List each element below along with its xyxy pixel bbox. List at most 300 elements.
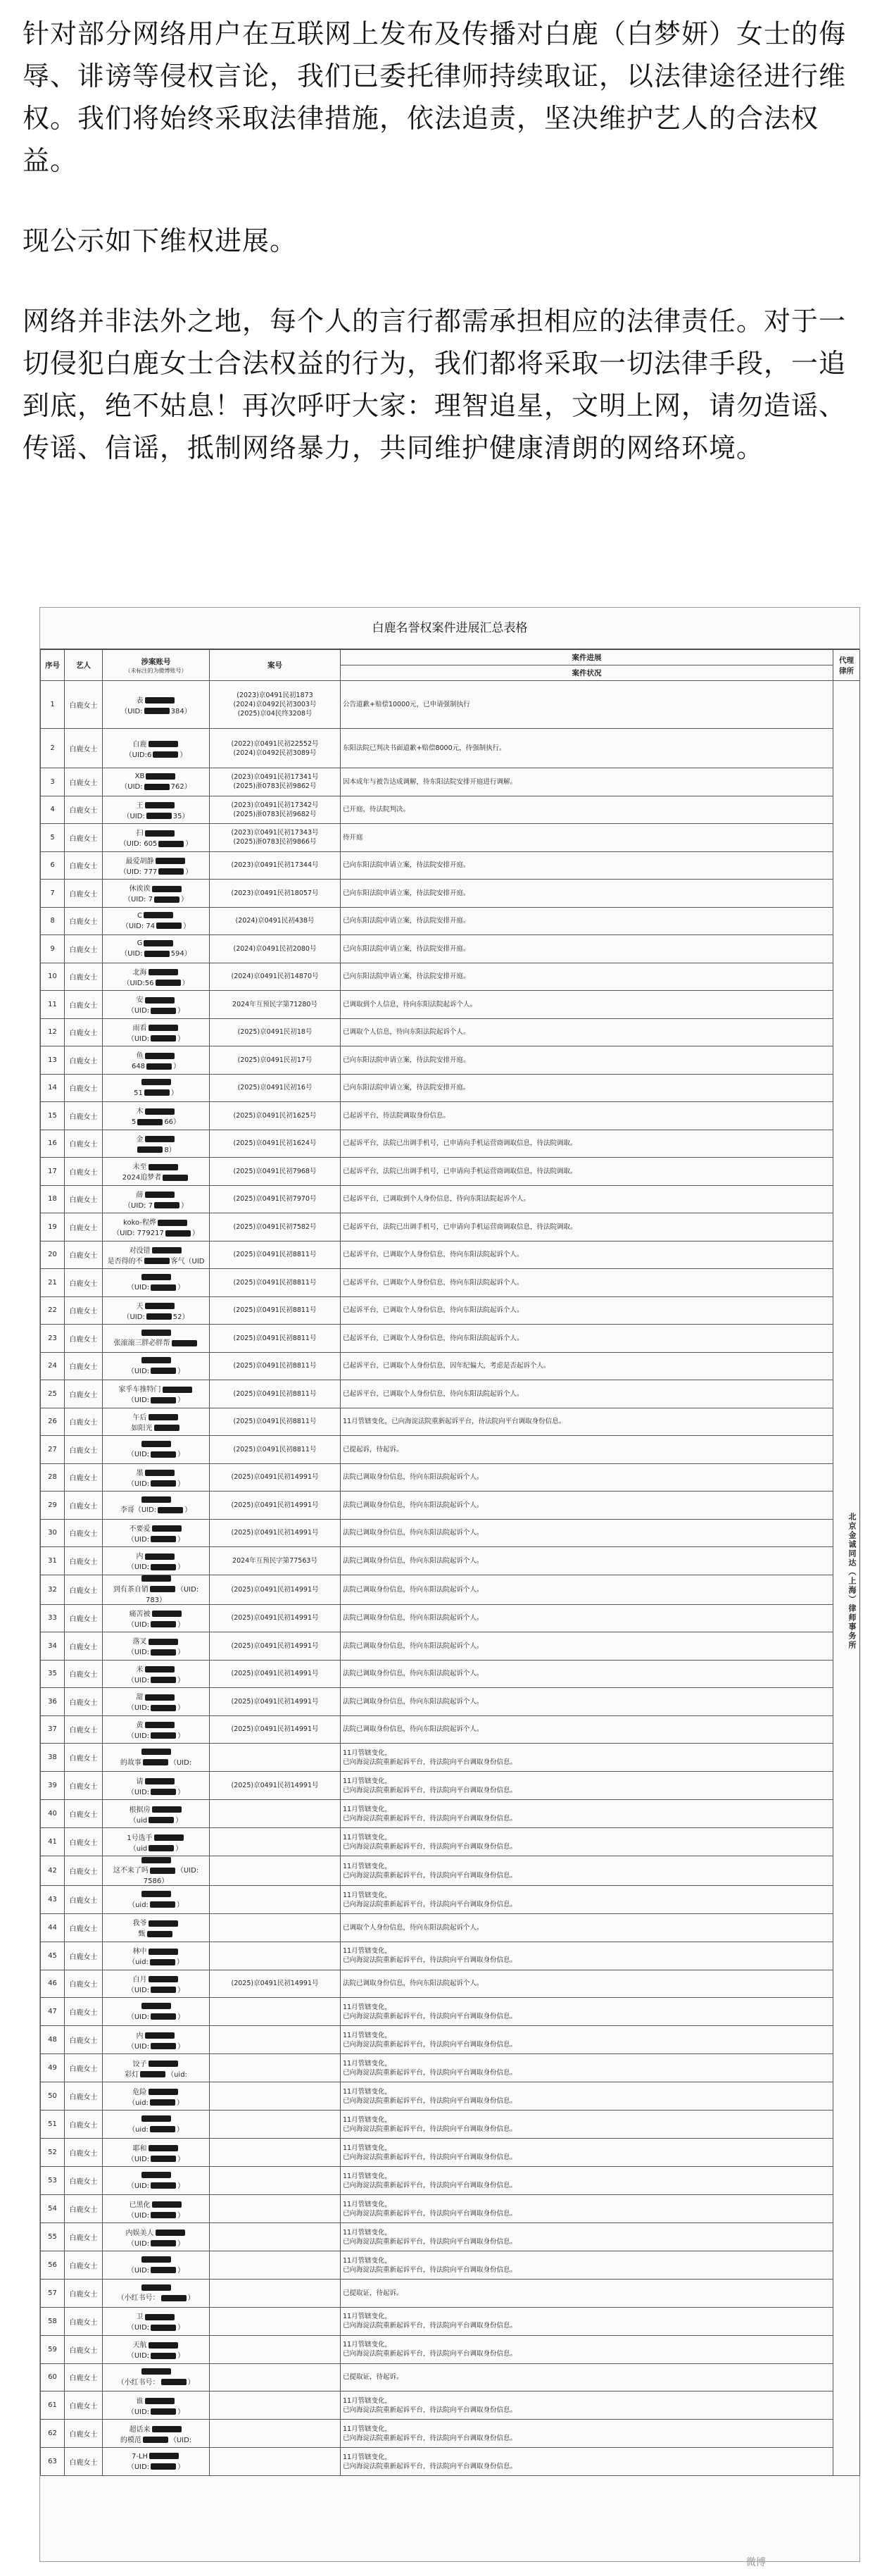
redaction-bar xyxy=(156,923,182,929)
table-row xyxy=(41,1158,860,1186)
row-status: 11月管辖变化， 已向海淀法院重新起诉平台，待法院向平台调取身份信息。 xyxy=(341,2054,833,2082)
redaction-bar xyxy=(141,2003,171,2009)
row-case-number: (2025)京0491民初7968号 xyxy=(210,1158,341,1186)
row-artist: 白鹿女士 xyxy=(65,880,103,908)
row-case-number: (2023)京0491民初18057号 xyxy=(210,880,341,908)
row-case-number: (2025)京0491民初8811号 xyxy=(210,1325,341,1353)
account-uid-end: 客气（UID xyxy=(170,1257,205,1265)
row-artist: 白鹿女士 xyxy=(65,1772,103,1800)
row-case-number: (2025)京0491民初14991号 xyxy=(210,1492,341,1520)
redaction-bar xyxy=(151,1397,176,1403)
account-name: 卫 xyxy=(136,2313,144,2321)
redaction-bar xyxy=(149,2453,179,2459)
header-progress: 案件进展 xyxy=(341,650,833,665)
account-uid: （UID: 7 xyxy=(124,1201,153,1210)
row-status: 已提取证，待起诉。 xyxy=(341,2363,833,2391)
redaction-bar xyxy=(151,1621,176,1627)
account-uid-end: ） xyxy=(177,2042,185,2051)
row-account xyxy=(103,2195,210,2223)
account-uid: 彩灯 xyxy=(125,2070,139,2079)
row-status: 已起诉平台，已调取个人身份信息，待向东阳法院起诉个人。 xyxy=(341,1296,833,1325)
redaction-bar xyxy=(145,1303,175,1309)
redaction-bar xyxy=(141,1496,171,1503)
account-uid: （UID: 74 xyxy=(121,922,156,930)
account-uid: （UID: 779217 xyxy=(113,1230,164,1238)
row-account xyxy=(103,1463,210,1492)
account-uid: （UID:6 xyxy=(125,751,152,759)
redaction-bar xyxy=(145,1136,175,1142)
row-artist: 白鹿女士 xyxy=(65,2111,103,2139)
redaction-bar xyxy=(151,1536,176,1542)
row-artist: 白鹿女士 xyxy=(65,1436,103,1464)
account-uid-end: （UID: xyxy=(169,2436,192,2444)
row-index: 33 xyxy=(41,1604,65,1632)
redaction-bar xyxy=(145,1722,175,1728)
redaction-bar xyxy=(150,1868,175,1874)
row-status: 11月管辖变化， 已向海淀法院重新起诉平台，待法院向平台调取身份信息。 xyxy=(341,2420,833,2448)
account-name: 米 xyxy=(136,1665,144,1674)
table-row xyxy=(41,1744,860,1772)
row-case-number: (2025)京0491民初8811号 xyxy=(210,1296,341,1325)
account-name: G xyxy=(137,939,143,948)
row-case-number: (2025)京0491民初16号 xyxy=(210,1074,341,1102)
account-uid-end: ） xyxy=(177,2155,185,2163)
redaction-bar xyxy=(145,1192,175,1198)
row-status: 已起诉平台，已调取个人身份信息，待向东阳法院起诉个人。 xyxy=(341,1269,833,1297)
redaction-bar xyxy=(145,997,175,1003)
row-artist: 白鹿女士 xyxy=(65,1463,103,1492)
table-row xyxy=(41,1998,860,2026)
row-case-number: (2024)京0491民初14870号 xyxy=(210,963,341,991)
row-index: 61 xyxy=(41,2391,65,2420)
table-row xyxy=(41,1914,860,1942)
row-account xyxy=(103,2335,210,2363)
row-artist: 白鹿女士 xyxy=(65,1970,103,1998)
table-row xyxy=(41,2195,860,2223)
account-uid: （UID: xyxy=(120,707,143,715)
row-case-number: (2025)京0491民初14991号 xyxy=(210,1772,341,1800)
row-case-number: (2025)京0491民初1624号 xyxy=(210,1130,341,1158)
row-artist: 白鹿女士 xyxy=(65,2251,103,2280)
account-uid-end: ） xyxy=(183,922,191,930)
account-name: 内娱美人 xyxy=(125,2229,154,2237)
redaction-bar xyxy=(141,1441,171,1447)
row-account xyxy=(103,1269,210,1297)
row-account xyxy=(103,1352,210,1380)
row-artist: 白鹿女士 xyxy=(65,1715,103,1744)
row-status: 法院已调取身份信息，待向东阳法院起诉个人。 xyxy=(341,1575,833,1604)
redaction-bar xyxy=(141,2256,171,2263)
account-uid: 的故事 xyxy=(120,1758,141,1767)
row-account xyxy=(103,1970,210,1998)
header-account-label: 涉案账号 xyxy=(141,657,171,666)
account-uid: （小红书号： xyxy=(117,2378,160,2387)
redaction-bar xyxy=(144,784,170,790)
redaction-bar xyxy=(165,1230,191,1237)
row-index: 21 xyxy=(41,1269,65,1297)
account-name: 金 xyxy=(136,1135,144,1144)
account-name: 落叉 xyxy=(132,1638,147,1646)
redaction-bar xyxy=(151,2463,176,2470)
redaction-bar xyxy=(151,1732,176,1739)
row-artist: 白鹿女士 xyxy=(65,1800,103,1828)
row-account xyxy=(103,1380,210,1408)
row-artist: 白鹿女士 xyxy=(65,935,103,963)
account-uid-end: ） xyxy=(177,1367,185,1375)
table-row xyxy=(41,1828,860,1856)
account-uid-end: ） xyxy=(170,1089,178,1097)
row-account xyxy=(103,1408,210,1436)
account-uid-end: ） xyxy=(177,2463,185,2471)
redaction-bar xyxy=(151,1284,176,1291)
row-account xyxy=(103,907,210,935)
header-artist: 艺人 xyxy=(65,650,103,681)
account-uid-end: ） xyxy=(177,2352,185,2360)
row-index: 36 xyxy=(41,1688,65,1716)
table-row xyxy=(41,1886,860,1914)
account-uid: （UID: xyxy=(127,1649,150,1657)
redaction-bar xyxy=(145,830,175,837)
row-status: 已起诉平台，已调取个人身份信息，待向东阳法院起诉个人。 xyxy=(341,1380,833,1408)
account-uid: （UID: xyxy=(122,1313,145,1321)
redaction-bar xyxy=(151,1451,176,1458)
row-account xyxy=(103,991,210,1019)
table-row xyxy=(41,1296,860,1325)
redaction-bar xyxy=(150,1959,175,1965)
table-row xyxy=(41,880,860,908)
table-row xyxy=(41,1074,860,1102)
account-uid: （UID: xyxy=(127,2042,150,2051)
row-account xyxy=(103,1744,210,1772)
account-name: C xyxy=(137,911,142,920)
table-row xyxy=(41,1046,860,1075)
row-status: 已起诉平台，已调取个人身份信息，因年纪偏大，考虑是否起诉个人。 xyxy=(341,1352,833,1380)
table-row xyxy=(41,1269,860,1297)
account-uid: （UID: xyxy=(127,1788,150,1796)
row-index: 19 xyxy=(41,1213,65,1242)
row-account xyxy=(103,1519,210,1547)
account-uid: 如阳光 xyxy=(131,1424,153,1432)
row-account xyxy=(103,1914,210,1942)
account-uid: （uid: xyxy=(128,1958,149,1966)
redaction-bar xyxy=(158,1220,187,1226)
account-uid: 5 xyxy=(131,1118,137,1127)
redaction-bar xyxy=(151,1677,176,1683)
redaction-bar xyxy=(149,1845,174,1851)
account-name: 木 xyxy=(136,1108,144,1116)
row-status: 11月管辖变化， 已向海淀法院重新起诉平台，待法院向平台调取身份信息。 xyxy=(341,2111,833,2139)
row-status: 已提起诉，待起诉。 xyxy=(341,1436,833,1464)
row-case-number: (2025)京0491民初14991号 xyxy=(210,1604,341,1632)
row-account xyxy=(103,1800,210,1828)
row-index: 57 xyxy=(41,2280,65,2308)
row-artist: 白鹿女士 xyxy=(65,1213,103,1242)
table-row xyxy=(41,2026,860,2054)
row-artist: 白鹿女士 xyxy=(65,1519,103,1547)
row-account xyxy=(103,2420,210,2448)
redaction-bar xyxy=(141,1857,171,1863)
row-index: 14 xyxy=(41,1074,65,1102)
row-account xyxy=(103,2111,210,2139)
row-index: 17 xyxy=(41,1158,65,1186)
row-index: 42 xyxy=(41,1856,65,1886)
row-account xyxy=(103,2448,210,2476)
row-case-number xyxy=(210,1856,341,1886)
account-uid-end: （UID: xyxy=(169,1758,192,1767)
row-status: 法院已调取身份信息，待向东阳法院起诉个人。 xyxy=(341,1715,833,1744)
account-uid: （UID: xyxy=(127,1986,150,1994)
table-row xyxy=(41,2420,860,2448)
row-case-number xyxy=(210,2082,341,2111)
row-status: 11月管辖变化， 已向海淀法院重新起诉平台，待法院向平台调取身份信息。 xyxy=(341,1744,833,1772)
account-uid-end: （UID: 7586） xyxy=(143,1867,199,1885)
row-account xyxy=(103,1828,210,1856)
redaction-bar xyxy=(141,1749,171,1755)
row-status: 公告道歉+赔偿10000元，已申请强制执行 xyxy=(341,681,833,729)
table-row xyxy=(41,2363,860,2391)
row-case-number: (2025)京0491民初8811号 xyxy=(210,1352,341,1380)
account-uid-end: 52） xyxy=(172,1313,189,1321)
post-paragraph-1: 针对部分网络用户在互联网上发布及传播对白鹿（白梦妍）女士的侮辱、诽谤等侵权言论，我们已委托律师持续取证，以法律途径进行维权。我们将始终采取法律措施，依法追责，坚决维护艺人的合法权益。 xyxy=(23,18,847,176)
row-status: 已起诉平台，已调取个人身份信息，待向东阳法院起诉个人。 xyxy=(341,1241,833,1269)
weibo-watermark: 微博 xyxy=(746,2557,766,2568)
account-uid-end: ） xyxy=(185,840,193,849)
row-status: 已向东阳法院申请立案，待法院安排开庭。 xyxy=(341,1074,833,1102)
row-index: 26 xyxy=(41,1408,65,1436)
account-name: 墨 xyxy=(136,1469,144,1477)
row-account xyxy=(103,2167,210,2195)
row-status: 11月管辖变化， 已向海淀法院重新起诉平台，待法院向平台调取身份信息。 xyxy=(341,1942,833,1970)
row-status: 已起诉平台，法院已出调手机号，已申请向手机运营商调取信息，待法院调取。 xyxy=(341,1158,833,1186)
row-case-number xyxy=(210,1886,341,1914)
row-case-number: (2025)京0491民初8811号 xyxy=(210,1241,341,1269)
redaction-bar xyxy=(163,1175,188,1181)
account-name: 午后 xyxy=(132,1413,147,1422)
account-name: 王 xyxy=(136,801,144,810)
account-uid-end: ） xyxy=(175,1844,183,1853)
row-case-number xyxy=(210,1800,341,1828)
row-account xyxy=(103,1688,210,1716)
row-index: 48 xyxy=(41,2026,65,2054)
table-row xyxy=(41,824,860,852)
row-account xyxy=(103,851,210,880)
table-row xyxy=(41,1632,860,1661)
redaction-bar xyxy=(152,2426,182,2432)
row-index: 32 xyxy=(41,1575,65,1604)
account-name: 休诶诶 xyxy=(129,885,151,894)
row-artist: 白鹿女士 xyxy=(65,1241,103,1269)
row-case-number: (2025)京0491民初14991号 xyxy=(210,1715,341,1744)
header-status: 案件状况 xyxy=(341,665,833,681)
redaction-bar xyxy=(144,912,173,918)
row-account xyxy=(103,1241,210,1269)
row-index: 47 xyxy=(41,1998,65,2026)
row-index: 7 xyxy=(41,880,65,908)
row-artist: 白鹿女士 xyxy=(65,2280,103,2308)
post-paragraph-3: 网络并非法外之地，每个人的言行都需承担相应的法律责任。对于一切侵犯白鹿女士合法权益的行为，我们都将采取一切法律手段，一追到底，绝不姑息！再次呼吁大家：理智追星，文明上网，请勿造谣、传谣、信谣，抵制网络暴力，共同维护健康清朗的网络环境。 xyxy=(23,306,847,463)
account-name: 不要爱 xyxy=(129,1525,151,1533)
row-status: 11月管辖变化， 已向海淀法院重新起诉平台，待法院向平台调取身份信息。 xyxy=(341,2391,833,2420)
redaction-bar xyxy=(156,980,181,986)
row-status: 11月管辖变化， 已向海淀法院重新起诉平台，待法院向平台调取身份信息。 xyxy=(341,2082,833,2111)
account-uid: （UID: xyxy=(127,1284,150,1292)
table-row xyxy=(41,1213,860,1242)
row-status: 待开庭 xyxy=(341,824,833,852)
account-uid-end: ） xyxy=(177,2239,185,2248)
row-artist: 白鹿女士 xyxy=(65,796,103,824)
table-row xyxy=(41,1018,860,1046)
row-case-number: (2025)京0491民初7970号 xyxy=(210,1185,341,1213)
account-uid: 的模范 xyxy=(120,2436,141,2444)
account-name: koko-程烨 xyxy=(123,1219,156,1227)
row-account xyxy=(103,1942,210,1970)
row-case-number xyxy=(210,2307,341,2335)
redaction-bar xyxy=(146,1313,172,1320)
row-index: 43 xyxy=(41,1886,65,1914)
row-index: 16 xyxy=(41,1130,65,1158)
row-index: 15 xyxy=(41,1102,65,1130)
row-artist: 白鹿女士 xyxy=(65,824,103,852)
row-account xyxy=(103,1632,210,1661)
redaction-bar xyxy=(154,896,179,903)
row-account xyxy=(103,2363,210,2391)
table-row xyxy=(41,1436,860,1464)
account-name: 超话来 xyxy=(129,2425,151,2434)
case-progress-document[interactable] xyxy=(39,607,860,2562)
redaction-bar xyxy=(154,1425,179,1431)
row-case-number xyxy=(210,2054,341,2082)
row-index: 23 xyxy=(41,1325,65,1353)
row-case-number xyxy=(210,1942,341,1970)
row-index: 51 xyxy=(41,2111,65,2139)
account-uid-end: ） xyxy=(173,1063,181,1071)
account-name: 已黑化 xyxy=(129,2201,151,2209)
row-account xyxy=(103,2139,210,2167)
row-index: 62 xyxy=(41,2420,65,2448)
row-case-number xyxy=(210,2111,341,2139)
row-account xyxy=(103,1296,210,1325)
account-name: 痛苦被 xyxy=(129,1610,151,1618)
table-row xyxy=(41,1325,860,1353)
table-row xyxy=(41,729,860,768)
redaction-bar xyxy=(151,1987,176,1993)
table-row xyxy=(41,2167,860,2195)
account-name: 北海 xyxy=(132,968,147,977)
row-index: 1 xyxy=(41,681,65,729)
account-uid-end: ） xyxy=(176,2099,184,2107)
redaction-bar xyxy=(145,1053,175,1059)
account-name: 谁 xyxy=(136,2397,144,2406)
row-index: 44 xyxy=(41,1914,65,1942)
redaction-bar xyxy=(149,1025,178,1031)
redaction-bar xyxy=(143,1759,168,1765)
redaction-bar xyxy=(150,2126,175,2132)
table-row xyxy=(41,1715,860,1744)
table-row xyxy=(41,2223,860,2251)
row-status: 已调取个人身份信息，待向东阳法院起诉个人。 xyxy=(341,1914,833,1942)
redaction-bar xyxy=(145,1108,175,1115)
row-artist: 白鹿女士 xyxy=(65,1352,103,1380)
account-name: 7-LH xyxy=(131,2452,149,2461)
row-case-number: (2023)京0491民初1873 (2024)京0492民初3003号 (2025)京04民终3208号 xyxy=(210,681,341,729)
redaction-bar xyxy=(152,886,182,892)
account-uid-end: （UID: 783） xyxy=(145,1585,199,1604)
row-index: 30 xyxy=(41,1519,65,1547)
header-account xyxy=(103,650,210,681)
account-name: 安 xyxy=(136,996,144,1005)
account-name: 危险 xyxy=(132,2088,147,2096)
redaction-bar xyxy=(151,1789,176,1795)
account-name: 请 xyxy=(136,1777,144,1786)
redaction-bar xyxy=(152,1806,182,1813)
account-uid-end: 594） xyxy=(170,950,191,958)
row-account xyxy=(103,1492,210,1520)
account-uid-end: ） xyxy=(177,1563,185,1572)
redaction-bar xyxy=(172,1340,197,1346)
account-uid-end: ） xyxy=(180,896,188,904)
row-index: 9 xyxy=(41,935,65,963)
account-uid-end: ） xyxy=(177,1480,185,1488)
row-case-number xyxy=(210,2420,341,2448)
row-case-number: (2023)京0491民初17341号 (2025)浙0783民初9862号 xyxy=(210,768,341,796)
row-status: 已起诉平台，已调取到个人身份信息，待向东阳法院起诉个人。 xyxy=(341,1185,833,1213)
row-index: 12 xyxy=(41,1018,65,1046)
row-case-number: (2025)京0491民初8811号 xyxy=(210,1408,341,1436)
row-index: 52 xyxy=(41,2139,65,2167)
redaction-bar xyxy=(151,2182,176,2189)
row-case-number: (2025)京0491民初18号 xyxy=(210,1018,341,1046)
redaction-bar xyxy=(144,1258,170,1264)
redaction-bar xyxy=(145,1694,175,1701)
account-uid-end: ） xyxy=(177,1986,185,1994)
redaction-bar xyxy=(151,1564,176,1570)
row-case-number xyxy=(210,2391,341,2420)
row-account xyxy=(103,1018,210,1046)
row-status: 11月管辖变化， 已向海淀法院重新起诉平台，待法院向平台调取身份信息。 xyxy=(341,1772,833,1800)
redaction-bar xyxy=(145,2314,175,2320)
row-artist: 白鹿女士 xyxy=(65,2139,103,2167)
redaction-bar xyxy=(150,1586,175,1592)
redaction-bar xyxy=(141,1079,171,1085)
row-account xyxy=(103,1158,210,1186)
table-row xyxy=(41,2111,860,2139)
row-index: 6 xyxy=(41,851,65,880)
row-status: 11月管辖变化， 已向海淀法院重新起诉平台，待法院向平台调取身份信息。 xyxy=(341,2223,833,2251)
row-index: 37 xyxy=(41,1715,65,1744)
table-row xyxy=(41,2054,860,2082)
row-index: 35 xyxy=(41,1660,65,1688)
row-index: 31 xyxy=(41,1547,65,1575)
row-status: 法院已调取身份信息，待向东阳法院起诉个人。 xyxy=(341,1492,833,1520)
row-case-number: 2024年互预民字第77563号 xyxy=(210,1547,341,1575)
header-index: 序号 xyxy=(41,650,65,681)
account-uid: （UID: 777 xyxy=(119,868,158,876)
table-row xyxy=(41,2139,860,2167)
account-uid: （小红书号： xyxy=(117,2294,160,2303)
row-artist: 白鹿女士 xyxy=(65,2363,103,2391)
row-artist: 白鹿女士 xyxy=(65,768,103,796)
row-case-number: (2025)京0491民初7582号 xyxy=(210,1213,341,1242)
row-case-number xyxy=(210,2280,341,2308)
row-case-number: (2022)京0491民初22552号 (2024)京0492民初3089号 xyxy=(210,729,341,768)
row-status: 法院已调取身份信息，待向东阳法院起诉个人。 xyxy=(341,1970,833,1998)
row-index: 25 xyxy=(41,1380,65,1408)
redaction-bar xyxy=(137,1146,163,1153)
row-artist: 白鹿女士 xyxy=(65,1998,103,2026)
redaction-bar xyxy=(149,1949,178,1955)
row-artist: 白鹿女士 xyxy=(65,1914,103,1942)
redaction-bar xyxy=(149,2342,178,2349)
